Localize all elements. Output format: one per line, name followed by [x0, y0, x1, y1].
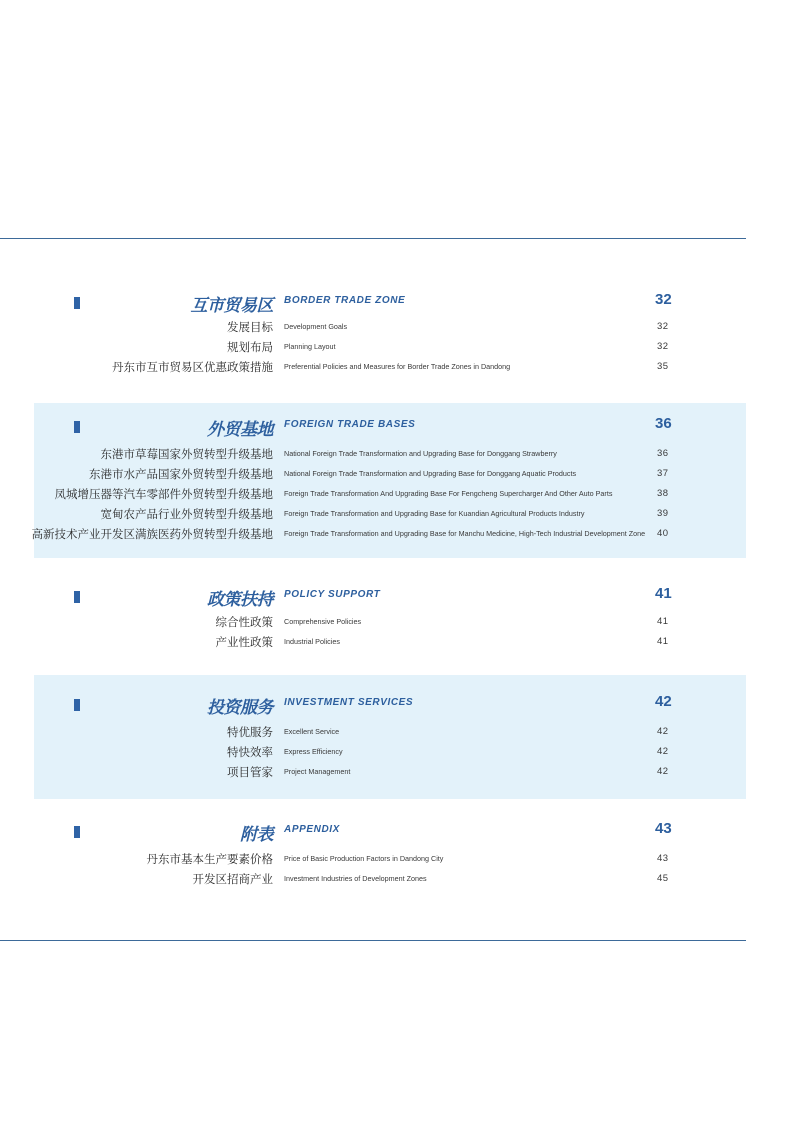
entry-title-en: Preferential Policies and Measures for Border Trade Zones in Dandong [284, 362, 511, 371]
toc-entry[interactable] [31, 526, 746, 544]
bottom-divider [0, 940, 746, 941]
section-title-zh: 外贸基地 [207, 420, 273, 440]
entry-title-en: Industrial Policies [284, 637, 340, 646]
section-page-number: 32 [655, 291, 672, 308]
entry-title-zh: 特快效率 [227, 745, 273, 759]
entry-title-en: Foreign Trade Transformation And Upgrading Base For Fengcheng Supercharger And Other Auto Parts [284, 489, 613, 498]
toc-entry[interactable] [34, 319, 746, 337]
entry-title-zh: 东港市水产品国家外贸转型升级基地 [89, 467, 273, 481]
section-marker-icon [74, 699, 80, 711]
toc-entry[interactable] [34, 851, 746, 869]
section-title-en: INVESTMENT SERVICES [284, 697, 414, 708]
entry-page-number: 40 [657, 528, 669, 539]
entry-title-en: Project Management [284, 767, 351, 776]
entry-title-zh: 综合性政策 [215, 615, 273, 629]
toc-entry[interactable] [34, 871, 746, 889]
entry-page-number: 42 [657, 746, 669, 757]
toc-section-foreign-trade-bases [31, 403, 746, 558]
entry-title-en: Express Efficiency [284, 747, 343, 756]
entry-title-zh: 凤城增压器等汽车零部件外贸转型升级基地 [54, 487, 273, 501]
entry-title-zh: 发展目标 [227, 320, 273, 334]
entry-page-number: 43 [657, 853, 669, 864]
entry-page-number: 41 [657, 616, 669, 627]
section-title-en: POLICY SUPPORT [284, 589, 381, 600]
entry-title-zh: 东港市草莓国家外贸转型升级基地 [100, 447, 273, 461]
toc-entry[interactable] [34, 446, 746, 464]
section-marker-icon [74, 297, 80, 309]
section-page-number: 42 [655, 693, 672, 710]
toc-entry[interactable] [34, 359, 746, 377]
toc-entry[interactable] [34, 764, 746, 782]
section-page-number: 41 [655, 585, 672, 602]
entry-page-number: 32 [657, 321, 669, 332]
section-marker-icon [74, 421, 80, 433]
section-page-number: 43 [655, 820, 672, 837]
section-title-en: BORDER TRADE ZONE [284, 295, 406, 306]
section-title-en: FOREIGN TRADE BASES [284, 419, 416, 430]
section-title-en: APPENDIX [284, 824, 340, 835]
toc-section-investment-services [34, 675, 746, 799]
entry-page-number: 37 [657, 468, 669, 479]
section-title-zh: 政策扶持 [207, 590, 273, 610]
entry-page-number: 35 [657, 361, 669, 372]
entry-title-zh: 丹东市互市贸易区优惠政策措施 [112, 360, 273, 374]
toc-entry[interactable] [34, 466, 746, 484]
entry-page-number: 42 [657, 726, 669, 737]
entry-page-number: 38 [657, 488, 669, 499]
entry-page-number: 41 [657, 636, 669, 647]
entry-title-zh: 产业性政策 [215, 635, 273, 649]
entry-title-en: Development Goals [284, 322, 348, 331]
entry-title-en: National Foreign Trade Transformation and Upgrading Base for Donggang Aquatic Products [284, 469, 577, 478]
toc-section-border-trade-zone [34, 288, 746, 378]
section-marker-icon [74, 591, 80, 603]
entry-title-zh: 高新技术产业开发区满族医药外贸转型升级基地 [31, 527, 273, 541]
toc-entry[interactable] [34, 339, 746, 357]
entry-title-en: Price of Basic Production Factors in Dandong City [284, 854, 444, 863]
entry-page-number: 45 [657, 873, 669, 884]
entry-page-number: 32 [657, 341, 669, 352]
entry-title-en: Excellent Service [284, 727, 340, 736]
toc-entry[interactable] [34, 486, 746, 504]
section-heading[interactable] [34, 585, 746, 611]
section-heading[interactable] [34, 820, 746, 846]
section-heading[interactable] [34, 415, 746, 441]
entry-title-zh: 开发区招商产业 [192, 872, 273, 886]
entry-title-zh: 规划布局 [227, 340, 273, 354]
section-title-zh: 附表 [240, 825, 273, 845]
toc-entry[interactable] [34, 724, 746, 742]
toc-entry[interactable] [34, 614, 746, 632]
entry-page-number: 36 [657, 448, 669, 459]
entry-title-zh: 丹东市基本生产要素价格 [146, 852, 273, 866]
section-heading[interactable] [34, 693, 746, 719]
section-heading[interactable] [34, 291, 746, 317]
top-divider [0, 238, 746, 239]
toc-entry[interactable] [34, 634, 746, 652]
entry-title-en: National Foreign Trade Transformation and Upgrading Base for Donggang Strawberry [284, 449, 557, 458]
entry-title-zh: 特优服务 [227, 725, 273, 739]
toc-entry[interactable] [34, 506, 746, 524]
entry-title-zh: 宽甸农产品行业外贸转型升级基地 [100, 507, 273, 521]
entry-page-number: 42 [657, 766, 669, 777]
section-marker-icon [74, 826, 80, 838]
section-title-zh: 投资服务 [207, 698, 273, 718]
toc-section-appendix [34, 820, 746, 892]
entry-title-en: Planning Layout [284, 342, 336, 351]
entry-title-en: Foreign Trade Transformation and Upgrading Base for Kuandian Agricultural Products Industry [284, 509, 585, 518]
section-page-number: 36 [655, 415, 672, 432]
entry-title-zh: 项目管家 [227, 765, 273, 779]
entry-title-en: Comprehensive Policies [284, 617, 362, 626]
toc-section-policy-support [34, 583, 746, 653]
toc-entry[interactable] [34, 744, 746, 762]
entry-title-en: Foreign Trade Transformation and Upgrading Base for Manchu Medicine, High-Tech Industrial Development Zone [284, 529, 646, 538]
section-title-zh: 互市贸易区 [190, 296, 273, 316]
entry-page-number: 39 [657, 508, 669, 519]
entry-title-en: Investment Industries of Development Zones [284, 874, 427, 883]
